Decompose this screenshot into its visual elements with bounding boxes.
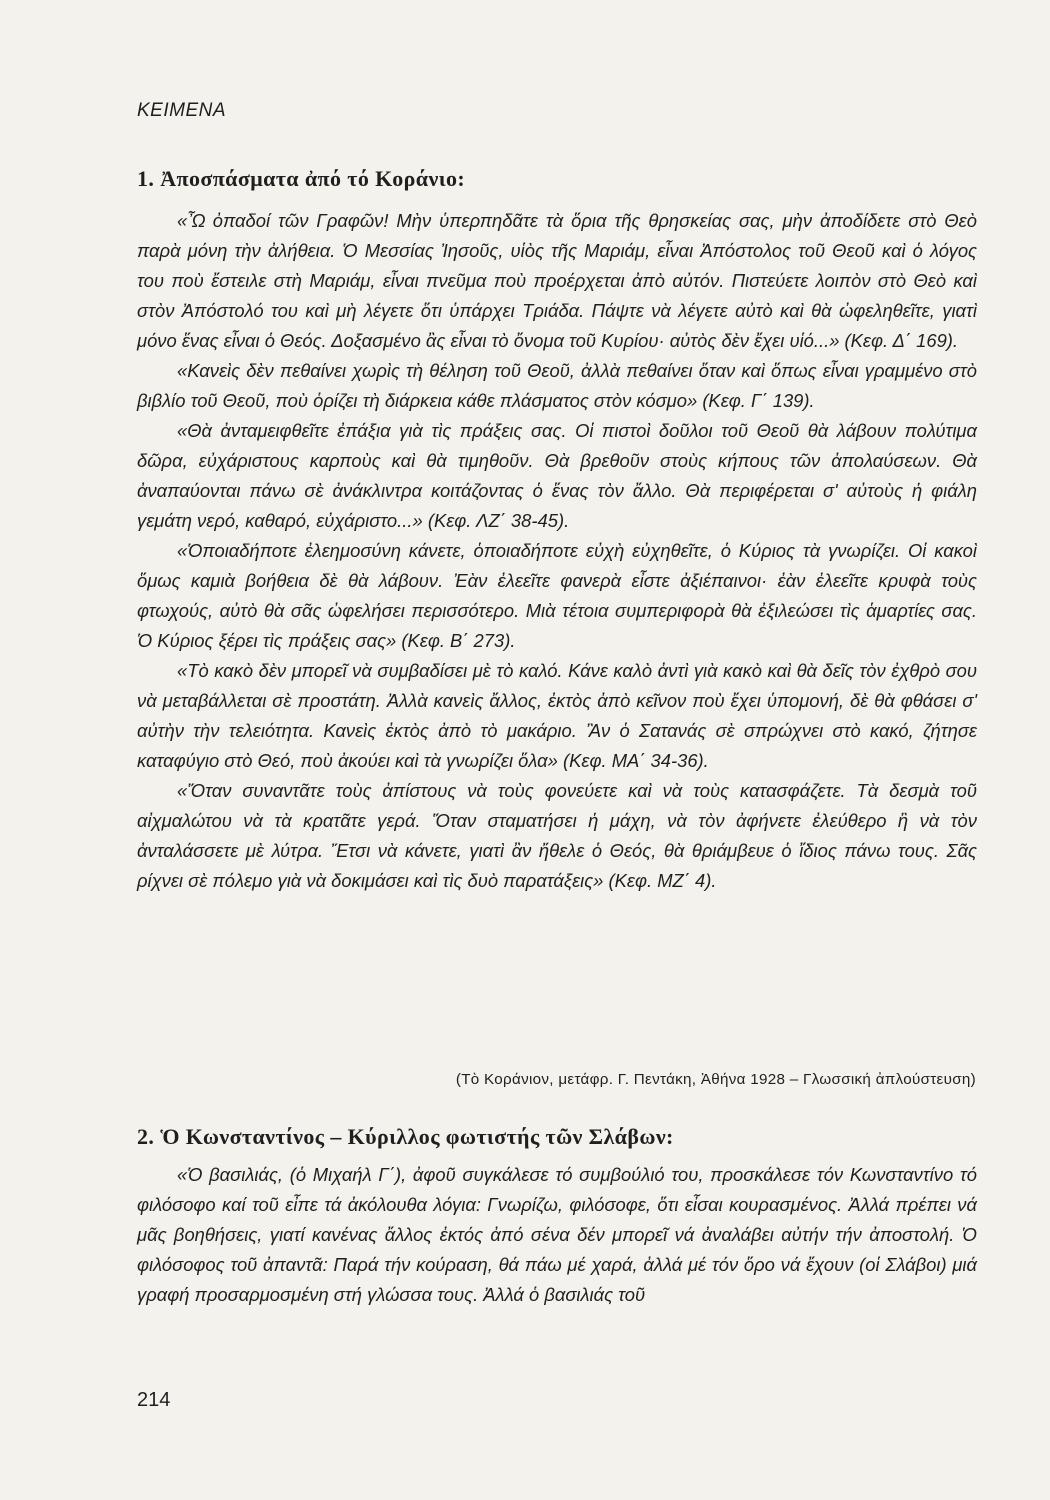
running-head: ΚΕΙΜΕΝΑ: [137, 100, 227, 121]
section-1-body: [137, 206, 977, 896]
koran-excerpt-2: «Κανεὶς δὲν πεθαίνει χωρὶς τὴ θέληση τοῦ Θεοῦ, ἀλλὰ πεθαίνει ὅταν καὶ ὅπως εἶναι γραμμένο στὸ βιβλίο τοῦ Θεοῦ, ποὺ ὁρίζει τὴ διάρκεια κάθε πλάσματος στὸν κόσμο» (Κεφ. Γ΄ 139).: [137, 360, 977, 411]
section-1-title: 1. Ἀποσπάσματα ἀπό τό Κοράνιο:: [137, 166, 466, 191]
koran-excerpt-4: «Ὁποιαδήποτε ἐλεημοσύνη κάνετε, ὁποιαδήποτε εὐχὴ εὐχηθεῖτε, ὁ Κύριος τὰ γνωρίζει. Οἱ κακοὶ ὅμως καμιὰ βοήθεια δὲ θὰ λάβουν. Ἐὰν ἐλεεῖτε φανερὰ εἶστε ἀξιέπαινοι· ἐὰν ἐλεεῖτε κρυφὰ τοὺς φτωχούς, αὐτὸ θὰ σᾶς ὠφελήσει περισσότερο. Μιὰ τέτοια συμπεριφορὰ θὰ ἐξιλεώσει τὶς ἁμαρτίες σας. Ὁ Κύριος ξέρει τὶς πράξεις σας» (Κεφ. Β΄ 273).: [137, 540, 977, 651]
koran-excerpt-3: «Θὰ ἀνταμειφθεῖτε ἐπάξια γιὰ τὶς πράξεις σας. Οἱ πιστοὶ δοῦλοι τοῦ Θεοῦ θὰ λάβουν πολύτιμα δῶρα, εὐχάριστους καρποὺς καὶ θὰ τιμηθοῦν. Θὰ βρεθοῦν στοὺς κήπους τῶν ἀπολαύσεων. Θὰ ἀναπαύονται πάνω σὲ ἀνάκλιντρα κοιτάζοντας ὁ ἕνας τὸν ἄλλο. Θὰ περιφέρεται σ' αὐτοὺς ἡ φιάλη γεμάτη νερό, καθαρό, εὐχάριστο...» (Κεφ. ΛΖ΄ 38-45).: [137, 420, 977, 531]
koran-excerpt-6: «Ὅταν συναντᾶτε τοὺς ἀπίστους νὰ τοὺς φονεύετε καὶ νὰ τοὺς κατασφάζετε. Τὰ δεσμὰ τοῦ αἰχμαλώτου νὰ τὰ κρατᾶτε γερά. Ὅταν σταματήσει ἡ μάχη, νὰ τὸν ἀφήνετε ἐλεύθερο ἢ νὰ τὸν ἀνταλάσσετε μὲ λύτρα. Ἔτσι νὰ κάνετε, γιατὶ ἂν ἤθελε ὁ Θεός, θὰ θριάμβευε ὁ ἴδιος πάνω τους. Σᾶς ρίχνει σὲ πόλεμο γιὰ νὰ δοκιμάσει καὶ τὶς δυὸ παρατάξεις» (Κεφ. ΜΖ΄ 4).: [137, 780, 977, 891]
section-2-body: [137, 1160, 977, 1310]
page-number: 214: [137, 1389, 171, 1411]
source-citation: (Τὸ Κοράνιον, μετάφρ. Γ. Πεντάκη, Ἀθήνα 1928 – Γλωσσική ἀπλούστευση): [455, 1071, 976, 1088]
koran-excerpt-5: «Τὸ κακὸ δὲν μπορεῖ νὰ συμβαδίσει μὲ τὸ καλό. Κάνε καλὸ ἀντὶ γιὰ κακὸ καὶ θὰ δεῖς τὸν ἐχθρὸ σου νὰ μεταβάλλεται σὲ προστάτη. Ἀλλὰ κανεὶς ἄλλος, ἐκτὸς ἀπὸ κεῖνον ποὺ ἔχει ὑπομονή, δὲ θὰ φθάσει σ' αὐτὴν τὴν τελειότητα. Κανεὶς ἐκτὸς ἀπὸ τὸ μακάριο. Ἂν ὁ Σατανάς σὲ σπρώχνει στὸ κακό, ζήτησε καταφύγιο στὸ Θεό, ποὺ ἀκούει καὶ τὰ γνωρίζει ὅλα» (Κεφ. ΜΑ΄ 34-36).: [137, 660, 977, 771]
cyril-text-paragraph: «Ὁ βασιλιάς, (ὁ Μιχαήλ Γ΄), ἀφοῦ συγκάλεσε τό συμβούλιό του, προσκάλεσε τόν Κωνσταντίνο τό φιλόσοφο καί τοῦ εἶπε τά ἀκόλουθα λόγια: Γνωρίζω, φιλόσοφε, ὅτι εἶσαι κουρασμένος. Ἀλλά πρέπει νά μᾶς βοηθήσεις, γιατί κανένας ἄλλος ἐκτός ἀπό σένα δέν μπορεῖ νά ἀναλάβει αὐτήν τήν ἀποστολή. Ὁ φιλόσοφος τοῦ ἀπαντᾶ: Παρά τήν κούραση, θά πάω μέ χαρά, ἀλλά μέ τόν ὅρο νά ἔχουν (οἱ Σλάβοι) μιά γραφή προσαρμοσμένη στή γλώσσα τους. Ἀλλά ὁ βασιλιάς τοῦ: [137, 1164, 977, 1305]
koran-excerpt-1: «Ὦ ὀπαδοί τῶν Γραφῶν! Μὴν ὑπερπηδᾶτε τὰ ὅρια τῆς θρησκείας σας, μὴν ἀποδίδετε στὸ Θεὸ παρὰ μόνη τὴν ἀλήθεια. Ὁ Μεσσίας Ἰησοῦς, υἱὸς τῆς Μαριάμ, εἶναι Ἀπόστολος τοῦ Θεοῦ καὶ ὁ λόγος του ποὺ ἔστειλε στὴ Μαριάμ, εἶναι πνεῦμα ποὺ προέρχεται ἀπὸ αὐτόν. Πιστεύετε λοιπὸν στὸ Θεὸ καὶ στὸν Ἀπόστολό του καὶ μὴ λέγετε ὅτι ὑπάρχει Τριάδα. Πάψτε νὰ λέγετε αὐτὸ καὶ θὰ ὠφεληθεῖτε, γιατὶ μόνο ἕνας εἶναι ὁ Θεός. Δοξασμένο ἂς εἶναι τὸ ὄνομα τοῦ Κυρίου· αὐτὸς δὲν ἔχει υἱό...» (Κεφ. Δ΄ 169).: [137, 210, 977, 351]
section-2-title: 2. Ὁ Κωνσταντίνος – Κύριλλος φωτιστής τῶν Σλάβων:: [137, 1124, 674, 1149]
